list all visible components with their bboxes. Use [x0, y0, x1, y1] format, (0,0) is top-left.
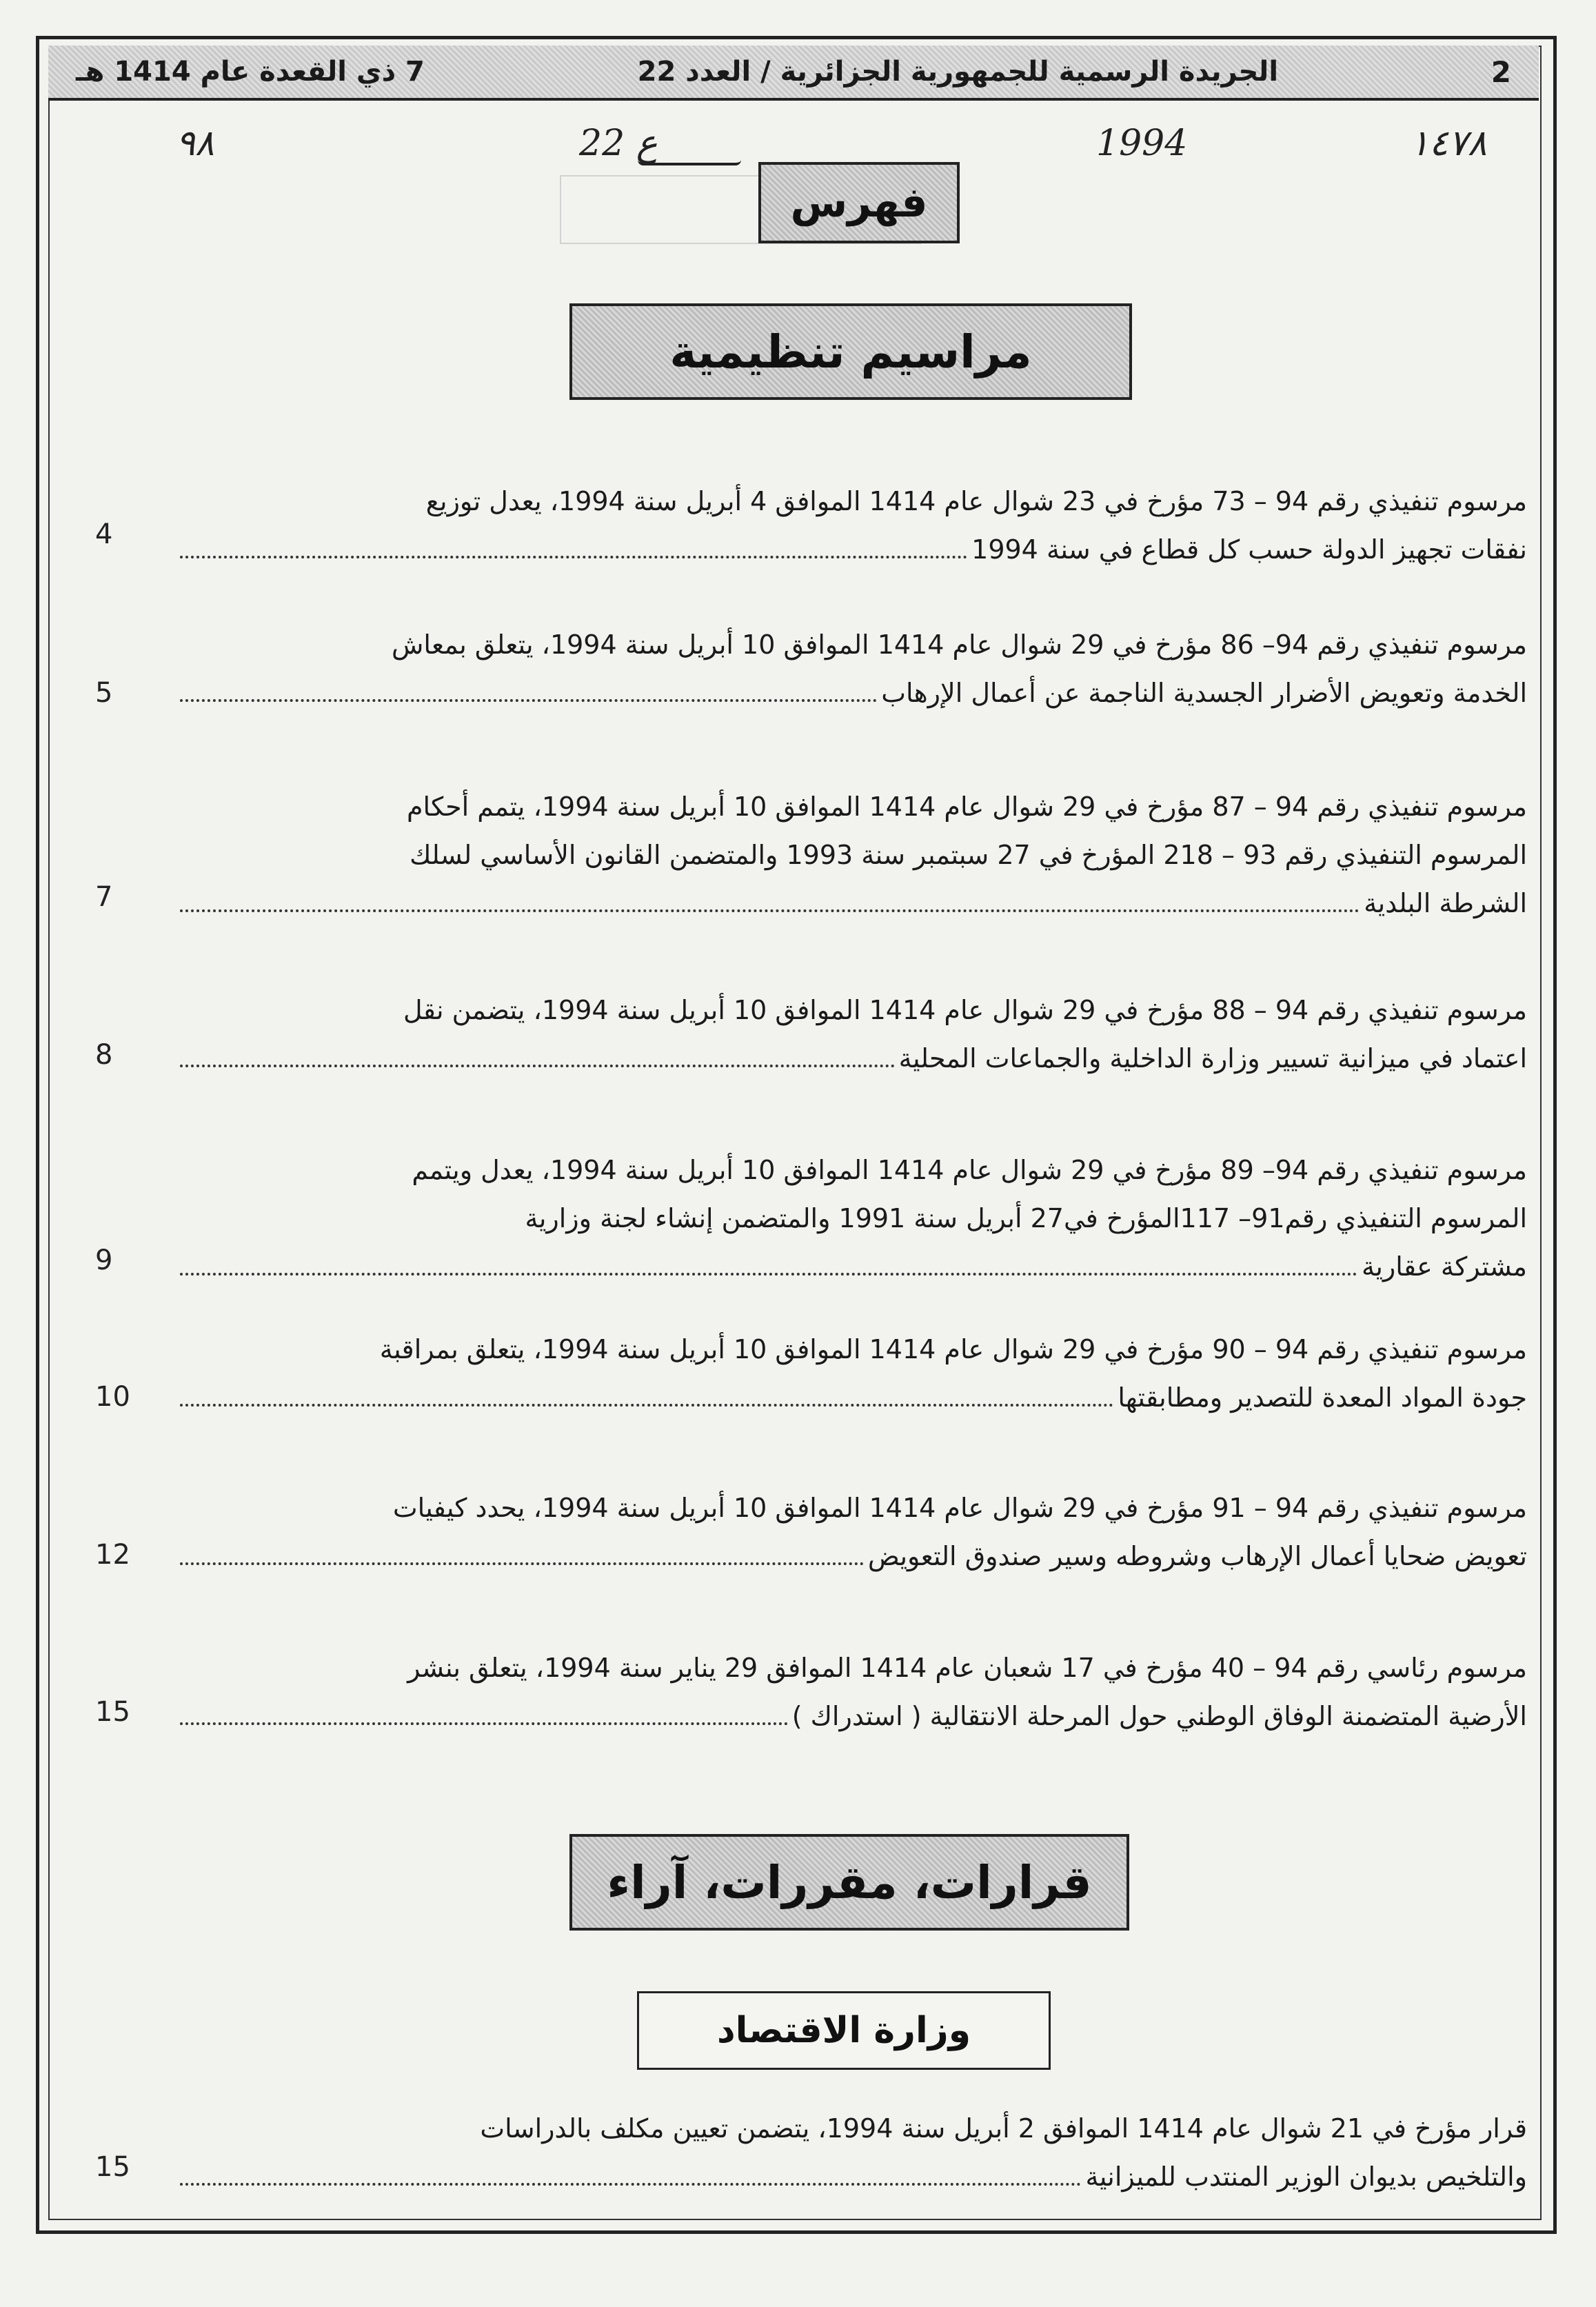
header-date: 7 ذي القعدة عام 1414 هـ [76, 56, 425, 88]
entry-line: مرسوم تنفيذي رقم 94 – 90 مؤرخ في 29 شوال عام 1414 الموافق 10 أبريل سنة 1994، يتعلق بمراقبة [379, 1334, 1527, 1364]
toc-entry [176, 621, 1527, 717]
entry-page-number: 5 [95, 677, 113, 709]
dot-leader [180, 2182, 1081, 2186]
toc-entry [176, 1484, 1527, 1580]
entry-line: مرسوم تنفيذي رقم 94 – 73 مؤرخ في 23 شوال عام 1414 الموافق 4 أبريل سنة 1994، يعدل توزيع [425, 486, 1527, 516]
entry-line: مرسوم رئاسي رقم 94 – 40 مؤرخ في 17 شعبان عام 1414 الموافق 29 يناير سنة 1994، يتعلق بنشر [407, 1653, 1527, 1683]
entry-last-text: اعتماد في ميزانية تسيير وزارة الداخلية والجماعات المحلية [898, 1043, 1527, 1074]
entry-line: مرسوم تنفيذي رقم 94– 89 مؤرخ في 29 شوال عام 1414 الموافق 10 أبريل سنة 1994، يعدل ويتمم [412, 1155, 1527, 1185]
page-header [48, 46, 1539, 101]
entry-last-line [176, 525, 1527, 574]
entry-last-text: الشرطة البلدية [1364, 888, 1527, 918]
header-title: الجريدة الرسمية للجمهورية الجزائرية / العدد 22 [637, 56, 1279, 88]
decrees-title: مراسيم تنظيمية [669, 325, 1032, 379]
toc-entry [176, 783, 1527, 927]
dot-leader [180, 909, 1360, 912]
dot-leader [180, 1562, 864, 1565]
entry-last-line [176, 1692, 1527, 1740]
index-title: فهرس [790, 179, 928, 227]
toc-entry [176, 986, 1527, 1082]
ministry-title-box [637, 1991, 1051, 2070]
dot-leader [180, 555, 967, 558]
decisions-title: قرارات، مقررات، آراء [607, 1855, 1092, 1909]
entry-last-text: الأرضية المتضمنة الوفاق الوطني حول المرحلة الانتقالية ( استدراك ) [791, 1701, 1527, 1731]
toc-entry [176, 1325, 1527, 1422]
handwritten-note-right: ١٤٧٨ [1410, 123, 1487, 164]
toc-entry [176, 1644, 1527, 1740]
ministry-title: وزارة الاقتصاد [716, 2010, 971, 2051]
dot-leader [180, 1722, 788, 1725]
entry-page-number: 8 [95, 1039, 113, 1071]
entry-page-number: 15 [95, 2151, 130, 2183]
entry-line: قرار مؤرخ في 21 شوال عام 1414 الموافق 2 أبريل سنة 1994، يتضمن تعيين مكلف بالدراسات [480, 2113, 1527, 2144]
entry-page-number: 10 [95, 1381, 130, 1413]
entry-last-text: مشتركة عقارية [1361, 1251, 1527, 1282]
handwritten-note-year: 1994 [1096, 123, 1188, 164]
dot-leader [180, 698, 877, 702]
entry-line: المرسوم التنفيذي رقم 93 – 218 المؤرخ في 27 سبتمبر سنة 1993 والمتضمن القانون الأساسي لسلك [410, 840, 1527, 870]
handwritten-note-left: ٩٨ [176, 123, 214, 164]
entry-line: مرسوم تنفيذي رقم 94 – 91 مؤرخ في 29 شوال عام 1414 الموافق 10 أبريل سنة 1994، يحدد كيفيات [392, 1493, 1527, 1523]
entry-last-text: والتلخيص بديوان الوزير المنتدب للميزانية [1085, 2162, 1527, 2192]
index-title-box [758, 162, 960, 243]
entry-last-line [176, 1034, 1527, 1082]
entry-line: المرسوم التنفيذي رقم91– 117المؤرخ في27 أبريل سنة 1991 والمتضمن إنشاء لجنة وزارية [525, 1203, 1527, 1233]
entry-last-line [176, 1373, 1527, 1422]
entry-last-text: تعويض ضحايا أعمال الإرهاب وشروطه وسير صندوق التعويض [867, 1541, 1527, 1571]
entry-last-text: الخدمة وتعويض الأضرار الجسدية الناجمة عن أعمال الإرهاب [881, 678, 1527, 708]
toc-entry [176, 1146, 1527, 1291]
entry-page-number: 12 [95, 1539, 130, 1571]
entry-last-line [176, 879, 1527, 927]
entry-page-number: 7 [95, 881, 113, 913]
dot-leader [180, 1403, 1113, 1407]
entry-last-line [176, 669, 1527, 717]
entry-last-text: نفقات تجهيز الدولة حسب كل قطاع في سنة 1994 [971, 534, 1527, 565]
header-page-number: 2 [1491, 54, 1511, 89]
decrees-title-box [569, 303, 1132, 400]
entry-page-number: 15 [95, 1696, 130, 1728]
decisions-title-box [569, 1834, 1129, 1931]
entry-last-line [176, 1532, 1527, 1580]
handwritten-note-issue: 22 ع [579, 123, 658, 164]
toc-entry [176, 477, 1527, 574]
dot-leader [180, 1272, 1357, 1276]
handwritten-underline [638, 160, 741, 165]
toc-entry [176, 2104, 1527, 2201]
entry-last-line [176, 2153, 1527, 2201]
entry-line: مرسوم تنفيذي رقم 94– 86 مؤرخ في 29 شوال عام 1414 الموافق 10 أبريل سنة 1994، يتعلق بمعاش [392, 629, 1527, 660]
entry-line: مرسوم تنفيذي رقم 94 – 87 مؤرخ في 29 شوال عام 1414 الموافق 10 أبريل سنة 1994، يتمم أحكام [406, 792, 1527, 822]
entry-line: مرسوم تنفيذي رقم 94 – 88 مؤرخ في 29 شوال عام 1414 الموافق 10 أبريل سنة 1994، يتضمن نقل [403, 995, 1527, 1025]
dot-leader [180, 1064, 895, 1067]
entry-page-number: 4 [95, 518, 113, 550]
entry-last-line [176, 1242, 1527, 1291]
entry-page-number: 9 [95, 1245, 113, 1276]
entry-last-text: جودة المواد المعدة للتصدير ومطابقتها [1118, 1382, 1527, 1413]
